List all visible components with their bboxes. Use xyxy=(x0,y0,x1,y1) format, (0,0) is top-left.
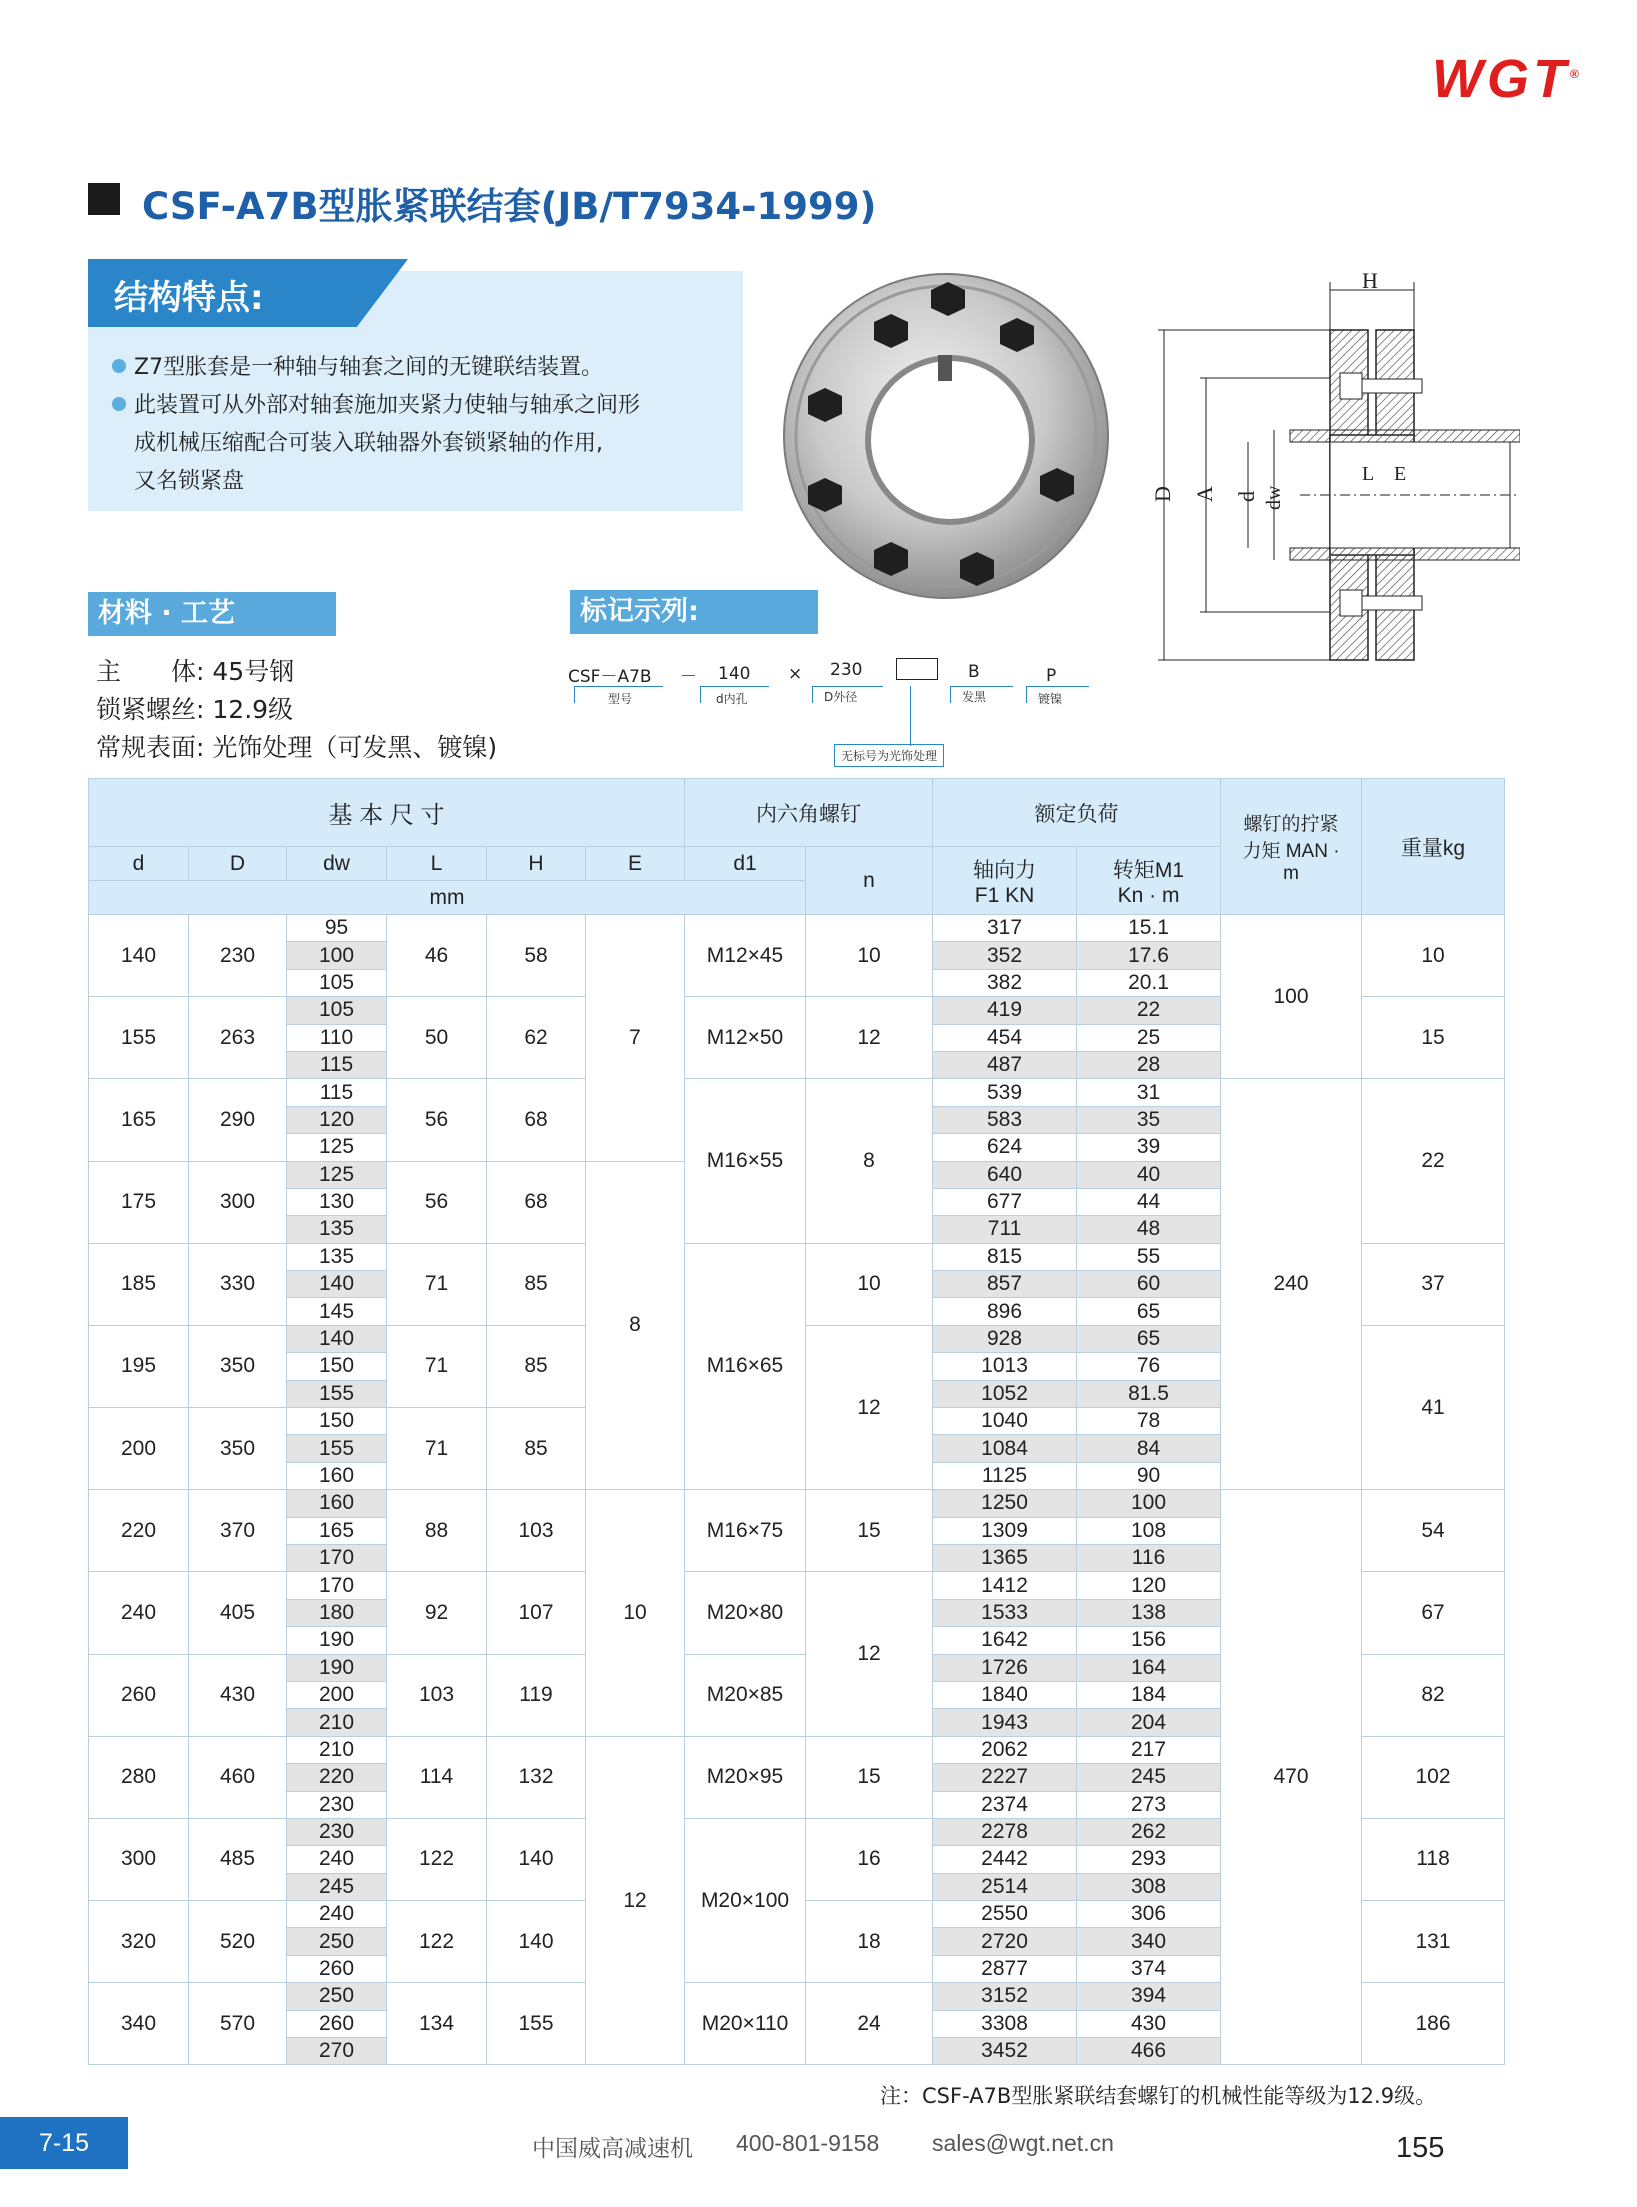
cell-f1: 317 xyxy=(933,915,1077,942)
cell-d1: M20×85 xyxy=(685,1654,806,1736)
cell-m1: 394 xyxy=(1077,1983,1221,2010)
cell-f1: 2227 xyxy=(933,1764,1077,1791)
footer-email[interactable]: sales@wgt.net.cn xyxy=(932,2130,1114,2156)
col-D: D xyxy=(189,847,287,881)
col-E: E xyxy=(586,847,685,881)
cell-dw: 210 xyxy=(287,1709,387,1736)
cell-H: 155 xyxy=(487,1983,586,2065)
cell-m1: 245 xyxy=(1077,1764,1221,1791)
cell-m1: 340 xyxy=(1077,1928,1221,1955)
cell-L: 71 xyxy=(387,1325,487,1407)
cell-L: 114 xyxy=(387,1736,487,1818)
cell-dw: 210 xyxy=(287,1736,387,1763)
cell-f1: 1084 xyxy=(933,1435,1077,1462)
feature-line: Z7型胀套是一种轴与轴套之间的无键联结装置。 xyxy=(112,349,603,387)
cell-dw: 250 xyxy=(287,1928,387,1955)
cell-f1: 1840 xyxy=(933,1681,1077,1708)
cell-L: 71 xyxy=(387,1408,487,1490)
cell-m1: 65 xyxy=(1077,1325,1221,1352)
cell-f1: 928 xyxy=(933,1325,1077,1352)
cell-D: 430 xyxy=(189,1654,287,1736)
cell-weight: 67 xyxy=(1362,1572,1505,1654)
cell-H: 107 xyxy=(487,1572,586,1654)
mark-sub-d: d内孔 xyxy=(716,692,748,706)
cell-weight: 118 xyxy=(1362,1818,1505,1900)
cell-dw: 135 xyxy=(287,1243,387,1270)
spec-table xyxy=(88,778,1505,2065)
cell-L: 122 xyxy=(387,1901,487,1983)
cell-f1: 640 xyxy=(933,1161,1077,1188)
material-row-body: 主 体: 45号钢 xyxy=(96,657,295,686)
cell-man: 100 xyxy=(1221,915,1362,1079)
cell-d: 200 xyxy=(89,1408,189,1490)
cell-n: 12 xyxy=(806,1572,933,1736)
cell-L: 134 xyxy=(387,1983,487,2065)
table-row xyxy=(89,1079,1505,1106)
cell-d: 340 xyxy=(89,1983,189,2065)
bullet-icon xyxy=(112,397,126,411)
mark-x: × xyxy=(788,664,803,684)
cell-d: 140 xyxy=(89,915,189,997)
cell-m1: 84 xyxy=(1077,1435,1221,1462)
cell-E: 12 xyxy=(586,1736,685,2065)
cell-dw: 95 xyxy=(287,915,387,942)
cell-H: 85 xyxy=(487,1325,586,1407)
cell-dw: 155 xyxy=(287,1380,387,1407)
cell-m1: 273 xyxy=(1077,1791,1221,1818)
cell-weight: 186 xyxy=(1362,1983,1505,2065)
cell-f1: 419 xyxy=(933,997,1077,1024)
cell-m1: 35 xyxy=(1077,1106,1221,1133)
cell-f1: 1125 xyxy=(933,1462,1077,1489)
cell-D: 330 xyxy=(189,1243,287,1325)
mark-sub-model: 型号 xyxy=(608,692,633,706)
cell-f1: 677 xyxy=(933,1188,1077,1215)
cell-dw: 200 xyxy=(287,1681,387,1708)
cell-m1: 81.5 xyxy=(1077,1380,1221,1407)
cell-d1: M12×45 xyxy=(685,915,806,997)
cell-D: 300 xyxy=(189,1161,287,1243)
feature-line: 又名锁紧盘 xyxy=(134,469,245,494)
cell-d: 175 xyxy=(89,1161,189,1243)
mark-blank-box xyxy=(896,658,938,680)
cell-dw: 115 xyxy=(287,1051,387,1078)
cell-d: 260 xyxy=(89,1654,189,1736)
cell-d: 155 xyxy=(89,997,189,1079)
cell-man: 240 xyxy=(1221,1079,1362,1490)
cell-d1: M16×75 xyxy=(685,1490,806,1572)
table-row xyxy=(89,1490,1505,1517)
cell-f1: 1250 xyxy=(933,1490,1077,1517)
cell-f1: 382 xyxy=(933,969,1077,996)
cell-H: 85 xyxy=(487,1408,586,1490)
cell-n: 12 xyxy=(806,1325,933,1489)
cell-d1: M20×95 xyxy=(685,1736,806,1818)
cell-L: 103 xyxy=(387,1654,487,1736)
cell-f1: 454 xyxy=(933,1024,1077,1051)
cell-dw: 115 xyxy=(287,1079,387,1106)
cell-E: 7 xyxy=(586,915,685,1162)
cell-weight: 131 xyxy=(1362,1901,1505,1983)
cell-m1: 217 xyxy=(1077,1736,1221,1763)
cell-dw: 140 xyxy=(287,1271,387,1298)
cell-m1: 164 xyxy=(1077,1654,1221,1681)
cell-L: 122 xyxy=(387,1818,487,1900)
cell-D: 350 xyxy=(189,1408,287,1490)
cell-dw: 240 xyxy=(287,1901,387,1928)
cell-H: 140 xyxy=(487,1818,586,1900)
cell-f1: 1013 xyxy=(933,1353,1077,1380)
cell-m1: 40 xyxy=(1077,1161,1221,1188)
cell-m1: 31 xyxy=(1077,1079,1221,1106)
section-number: 7-15 xyxy=(0,2117,128,2169)
cell-m1: 60 xyxy=(1077,1271,1221,1298)
cell-d: 195 xyxy=(89,1325,189,1407)
col-n: n xyxy=(806,847,933,915)
cell-dw: 220 xyxy=(287,1764,387,1791)
cell-m1: 65 xyxy=(1077,1298,1221,1325)
cell-m1: 430 xyxy=(1077,2010,1221,2037)
cell-D: 290 xyxy=(189,1079,287,1161)
cell-dw: 240 xyxy=(287,1846,387,1873)
feature-line: 此装置可从外部对轴套施加夹紧力使轴与轴承之间形 xyxy=(112,387,640,425)
header-weight: 重量kg xyxy=(1362,779,1505,915)
cell-d: 320 xyxy=(89,1901,189,1983)
cell-dw: 190 xyxy=(287,1627,387,1654)
cell-d1: M20×100 xyxy=(685,1818,806,1982)
col-d1: d1 xyxy=(685,847,806,881)
table-row xyxy=(89,915,1505,942)
cell-H: 68 xyxy=(487,1161,586,1243)
cell-H: 62 xyxy=(487,997,586,1079)
cell-m1: 48 xyxy=(1077,1216,1221,1243)
cell-f1: 539 xyxy=(933,1079,1077,1106)
cell-d1: M20×80 xyxy=(685,1572,806,1654)
cell-d1: M12×50 xyxy=(685,997,806,1079)
cell-n: 10 xyxy=(806,1243,933,1325)
cell-H: 85 xyxy=(487,1243,586,1325)
cell-D: 520 xyxy=(189,1901,287,1983)
cell-m1: 156 xyxy=(1077,1627,1221,1654)
cell-f1: 487 xyxy=(933,1051,1077,1078)
cell-D: 350 xyxy=(189,1325,287,1407)
footer-company: 中国威高减速机 xyxy=(532,2136,693,2162)
mark-note: 无标号为光饰处理 xyxy=(834,744,944,767)
dim-H: H xyxy=(1362,270,1378,293)
material-row-surface: 常规表面: 光饰处理（可发黑、镀镍) xyxy=(96,733,498,762)
cell-m1: 262 xyxy=(1077,1818,1221,1845)
cell-n: 16 xyxy=(806,1818,933,1900)
dim-E: E xyxy=(1394,463,1407,485)
cell-f1: 815 xyxy=(933,1243,1077,1270)
title-marker xyxy=(88,183,120,215)
footnote: 注：CSF-A7B型胀紧联结套螺钉的机械性能等级为12.9级。 xyxy=(880,2084,1437,2108)
cell-f1: 1052 xyxy=(933,1380,1077,1407)
cell-m1: 15.1 xyxy=(1077,915,1221,942)
cell-m1: 76 xyxy=(1077,1353,1221,1380)
cell-f1: 2442 xyxy=(933,1846,1077,1873)
col-H: H xyxy=(487,847,586,881)
cell-d1: M16×55 xyxy=(685,1079,806,1243)
cell-d: 185 xyxy=(89,1243,189,1325)
cell-dw: 165 xyxy=(287,1517,387,1544)
material-row-screw: 锁紧螺丝: 12.9级 xyxy=(96,695,294,724)
marking-heading: 标记示列: xyxy=(570,590,818,634)
cell-weight: 15 xyxy=(1362,997,1505,1079)
cell-d: 240 xyxy=(89,1572,189,1654)
col-d: d xyxy=(89,847,189,881)
header-screw: 内六角螺钉 xyxy=(685,779,933,847)
dim-dw: dw xyxy=(1263,485,1285,510)
cell-L: 71 xyxy=(387,1243,487,1325)
cell-dw: 125 xyxy=(287,1134,387,1161)
cell-L: 56 xyxy=(387,1161,487,1243)
cell-dw: 160 xyxy=(287,1490,387,1517)
cell-f1: 3308 xyxy=(933,2010,1077,2037)
cell-dw: 180 xyxy=(287,1599,387,1626)
cell-f1: 2720 xyxy=(933,1928,1077,1955)
cell-L: 50 xyxy=(387,997,487,1079)
cell-weight: 82 xyxy=(1362,1654,1505,1736)
cell-f1: 1642 xyxy=(933,1627,1077,1654)
col-f1: 轴向力 F1 KN xyxy=(933,847,1077,915)
cell-n: 12 xyxy=(806,997,933,1079)
cell-weight: 10 xyxy=(1362,915,1505,997)
cell-n: 24 xyxy=(806,1983,933,2065)
cell-m1: 20.1 xyxy=(1077,969,1221,996)
cell-d: 165 xyxy=(89,1079,189,1161)
mark-sub-B: 发黑 xyxy=(962,690,987,704)
cell-f1: 1309 xyxy=(933,1517,1077,1544)
cell-f1: 3452 xyxy=(933,2038,1077,2065)
cell-f1: 1533 xyxy=(933,1599,1077,1626)
cell-m1: 90 xyxy=(1077,1462,1221,1489)
cell-D: 485 xyxy=(189,1818,287,1900)
cell-dw: 170 xyxy=(287,1572,387,1599)
cell-E: 10 xyxy=(586,1490,685,1737)
material-heading: 材料 · 工艺 xyxy=(88,592,336,636)
cell-m1: 204 xyxy=(1077,1709,1221,1736)
header-load: 额定负荷 xyxy=(933,779,1221,847)
cell-H: 68 xyxy=(487,1079,586,1161)
mark-B: B xyxy=(968,662,980,682)
mark-P: P xyxy=(1046,666,1057,686)
cell-dw: 155 xyxy=(287,1435,387,1462)
cell-m1: 17.6 xyxy=(1077,942,1221,969)
footer-phone: 400-801-9158 xyxy=(736,2130,880,2156)
header-basic: 基 本 尺 寸 xyxy=(89,779,685,847)
mark-bracket xyxy=(910,686,911,746)
cell-dw: 140 xyxy=(287,1325,387,1352)
cell-weight: 22 xyxy=(1362,1079,1505,1243)
mark-sub-D: D外径 xyxy=(824,690,858,704)
cell-f1: 2877 xyxy=(933,1955,1077,1982)
unit-mm: mm xyxy=(89,881,806,915)
cell-m1: 39 xyxy=(1077,1134,1221,1161)
cell-n: 15 xyxy=(806,1490,933,1572)
cell-d: 220 xyxy=(89,1490,189,1572)
cell-f1: 1726 xyxy=(933,1654,1077,1681)
cell-m1: 120 xyxy=(1077,1572,1221,1599)
cell-f1: 1412 xyxy=(933,1572,1077,1599)
cell-H: 58 xyxy=(487,915,586,997)
cell-dw: 230 xyxy=(287,1818,387,1845)
col-L: L xyxy=(387,847,487,881)
cell-dw: 110 xyxy=(287,1024,387,1051)
cell-m1: 44 xyxy=(1077,1188,1221,1215)
cell-dw: 190 xyxy=(287,1654,387,1681)
cell-f1: 2062 xyxy=(933,1736,1077,1763)
cell-m1: 22 xyxy=(1077,997,1221,1024)
cell-m1: 138 xyxy=(1077,1599,1221,1626)
cell-m1: 374 xyxy=(1077,1955,1221,1982)
cell-D: 230 xyxy=(189,915,287,997)
col-dw: dw xyxy=(287,847,387,881)
cell-D: 460 xyxy=(189,1736,287,1818)
cell-m1: 55 xyxy=(1077,1243,1221,1270)
col-m1: 转矩M1 Kn · m xyxy=(1077,847,1221,915)
cell-dw: 245 xyxy=(287,1873,387,1900)
cell-d: 300 xyxy=(89,1818,189,1900)
cell-weight: 37 xyxy=(1362,1243,1505,1325)
cell-L: 88 xyxy=(387,1490,487,1572)
cell-m1: 116 xyxy=(1077,1544,1221,1571)
cell-m1: 28 xyxy=(1077,1051,1221,1078)
mark-model: CSF－A7B xyxy=(568,667,652,687)
cell-H: 103 xyxy=(487,1490,586,1572)
cell-dw: 230 xyxy=(287,1791,387,1818)
cell-m1: 108 xyxy=(1077,1517,1221,1544)
cell-D: 405 xyxy=(189,1572,287,1654)
dim-D: D xyxy=(1150,486,1175,502)
feature-line: 成机械压缩配合可装入联轴器外套锁紧轴的作用, xyxy=(134,431,603,456)
cell-m1: 293 xyxy=(1077,1846,1221,1873)
cell-D: 263 xyxy=(189,997,287,1079)
cell-dw: 160 xyxy=(287,1462,387,1489)
cell-f1: 352 xyxy=(933,942,1077,969)
spec-table-body xyxy=(89,915,1505,2065)
cell-f1: 896 xyxy=(933,1298,1077,1325)
cell-n: 18 xyxy=(806,1901,933,1983)
cross-section-drawing xyxy=(1140,270,1520,670)
mark-d: 140 xyxy=(718,664,751,684)
cell-dw: 270 xyxy=(287,2038,387,2065)
cell-f1: 583 xyxy=(933,1106,1077,1133)
cell-dw: 105 xyxy=(287,997,387,1024)
cell-L: 46 xyxy=(387,915,487,997)
cell-f1: 624 xyxy=(933,1134,1077,1161)
cell-dw: 135 xyxy=(287,1216,387,1243)
bullet-icon xyxy=(112,359,126,373)
cell-m1: 78 xyxy=(1077,1408,1221,1435)
page-title: CSF-A7B型胀紧联结套(JB/T7934-1999) xyxy=(142,185,877,228)
dim-A: A xyxy=(1192,486,1217,502)
product-photo xyxy=(778,268,1118,608)
features-heading: 结构特点: xyxy=(114,278,264,318)
cell-dw: 150 xyxy=(287,1408,387,1435)
cell-dw: 150 xyxy=(287,1353,387,1380)
cell-D: 570 xyxy=(189,1983,287,2065)
cell-f1: 1365 xyxy=(933,1544,1077,1571)
cell-f1: 2278 xyxy=(933,1818,1077,1845)
cell-f1: 2514 xyxy=(933,1873,1077,1900)
cell-n: 8 xyxy=(806,1079,933,1243)
cell-m1: 308 xyxy=(1077,1873,1221,1900)
mark-sub-P: 镀镍 xyxy=(1038,692,1063,706)
dim-d: d xyxy=(1234,491,1259,502)
page-number: 155 xyxy=(1396,2132,1445,2164)
cell-dw: 170 xyxy=(287,1544,387,1571)
cell-m1: 184 xyxy=(1077,1681,1221,1708)
dim-L: L xyxy=(1362,463,1375,485)
cell-m1: 466 xyxy=(1077,2038,1221,2065)
cell-f1: 2550 xyxy=(933,1901,1077,1928)
cell-H: 132 xyxy=(487,1736,586,1818)
cell-f1: 711 xyxy=(933,1216,1077,1243)
cell-weight: 54 xyxy=(1362,1490,1505,1572)
cell-f1: 2374 xyxy=(933,1791,1077,1818)
cell-L: 92 xyxy=(387,1572,487,1654)
brand-logo: WGT® xyxy=(1432,49,1583,109)
cell-H: 140 xyxy=(487,1901,586,1983)
cell-weight: 41 xyxy=(1362,1325,1505,1489)
cell-f1: 1943 xyxy=(933,1709,1077,1736)
cell-dw: 130 xyxy=(287,1188,387,1215)
cell-m1: 100 xyxy=(1077,1490,1221,1517)
cell-dw: 100 xyxy=(287,942,387,969)
cell-m1: 25 xyxy=(1077,1024,1221,1051)
cell-weight: 102 xyxy=(1362,1736,1505,1818)
cell-dw: 125 xyxy=(287,1161,387,1188)
cell-L: 56 xyxy=(387,1079,487,1161)
cell-H: 119 xyxy=(487,1654,586,1736)
cell-dw: 145 xyxy=(287,1298,387,1325)
cell-dw: 250 xyxy=(287,1983,387,2010)
cell-dw: 105 xyxy=(287,969,387,996)
cell-dw: 120 xyxy=(287,1106,387,1133)
cell-n: 15 xyxy=(806,1736,933,1818)
cell-m1: 306 xyxy=(1077,1901,1221,1928)
cell-f1: 1040 xyxy=(933,1408,1077,1435)
cell-d1: M20×110 xyxy=(685,1983,806,2065)
cell-f1: 3152 xyxy=(933,1983,1077,2010)
mark-D: 230 xyxy=(830,660,863,680)
cell-d: 280 xyxy=(89,1736,189,1818)
cell-n: 10 xyxy=(806,915,933,997)
cell-dw: 260 xyxy=(287,1955,387,1982)
cell-man: 470 xyxy=(1221,1490,1362,2065)
cell-E: 8 xyxy=(586,1161,685,1490)
cell-d1: M16×65 xyxy=(685,1243,806,1490)
mark-dash: － xyxy=(680,667,697,687)
cell-D: 370 xyxy=(189,1490,287,1572)
header-torque: 螺钉的拧紧力矩 MAN · m xyxy=(1221,779,1362,915)
cell-dw: 260 xyxy=(287,2010,387,2037)
cell-f1: 857 xyxy=(933,1271,1077,1298)
